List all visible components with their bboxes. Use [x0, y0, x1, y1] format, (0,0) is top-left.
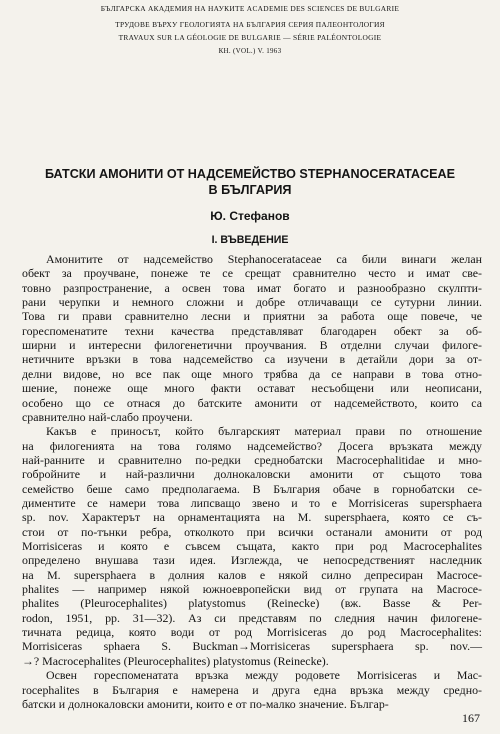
header-series: ТРУДОВЕ ВЪРХУ ГЕОЛОГИЯТА НА БЪЛГАРИЯ СЕРИЯ ПАЛЕОНТОЛОГИЯ — [115, 20, 385, 29]
body-line: особено що се отнася до батските амонити от надсемейството, които са — [22, 395, 482, 410]
body-line: rodon, 1951, pp. 31—32). Аз си представям по следния начин филогене- — [22, 610, 482, 625]
body-line: батски и долнокаловски амонити, които е от по-малко значение. Българ- — [22, 696, 389, 711]
body-line: тичната редица, която води от род Morrisiceras до род Macrocephalites: — [22, 625, 482, 640]
body-line: нетичните връзки в това надсемейство са изучени в детайли дори за от- — [22, 352, 482, 367]
body-line: на M. supersphaera в долния калов е някой силно депресиран Macroce- — [22, 567, 482, 582]
body-line: стои от по-тънки ребра, отколкото при всички останали амонити от род — [22, 524, 482, 539]
body-line: гореспоменатите техни качества представляват благодарен обект за об- — [22, 323, 482, 338]
body-line: Morrisiceras sphaera S. Buckman→Morrisiceras supersphaera sp. nov.— — [22, 639, 482, 654]
body-line: phalites — например някой южноевропейски вид от групата на Macroce- — [22, 582, 482, 597]
header-series-french: TRAVAUX SUR LA GÉOLOGIE DE BULGARIE — SÉRIE PALÉONTOLOGIE — [118, 33, 382, 42]
body-line: Амонитите от надсемейство Stephanocerataceae са били винаги желан — [46, 252, 482, 266]
body-line: на филогенията на това голямо надсемейство? Досега връзката между — [22, 438, 482, 453]
body-line: ширни и интересни филогенетични проучвания. В отделни случаи филоге- — [22, 338, 482, 353]
body-line: обект за проучване, понеже те се срещат сравнително често и имат све- — [22, 266, 482, 281]
body-line: диментите се намери това липсващо звено и то е Morrisiceras supersphaera — [22, 495, 482, 510]
author-name: Ю. Стефанов — [210, 209, 290, 223]
article-title-line-1: БАТСКИ АМОНИТИ ОТ НАДСЕМЕЙСТВО STEPHANOCERATACEAE — [44, 167, 455, 181]
body-line: Това ги прави сравнително лесни и приятни за работа още повече, че — [22, 309, 482, 324]
body-line: Освен гореспоменатата връзка между родовете Morrisiceras и Mac- — [46, 668, 482, 683]
body-line: Morrisiceras и която е съвсем същата, както при род Macrocephalites — [22, 539, 482, 553]
body-line: семейство беше само предполагаема. В България обаче в горнобатски се- — [22, 481, 482, 496]
body-line: rocephalites в България е намерена и друга една връзка между средно- — [22, 682, 482, 697]
body-line: определено внушава тази идея. Изглежда, че непосредственият наследник — [22, 553, 482, 568]
body-line: гобройните и най-различни долнокаловски амонити от същото това — [22, 467, 482, 482]
article-title-line-2: В БЪЛГАРИЯ — [208, 183, 292, 197]
body-line: phalites (Pleurocephalites) platystomus (Reinecke) (вж. Basse & Per- — [22, 596, 482, 611]
body-line: sp. nov. Характерът на орнаментацията на M. supersphaera, която се съ- — [22, 510, 482, 525]
body-line: →? Macrocephalites (Pleurocephalites) platystomus (Reinecke). — [22, 653, 329, 668]
body-line: делни видове, но все пак още много трябва да се направи в това отно- — [22, 366, 482, 381]
section-heading: I. ВЪВЕДЕНИЕ — [211, 234, 289, 246]
body-line: рани черупки и немного сложни и добре отличаващи се сутурни линии. — [22, 295, 482, 310]
body-line: шение, понеже още много факти остават несъобщени или неописани, — [22, 381, 482, 396]
header-volume: КН. (VOL.) V. 1963 — [218, 47, 282, 55]
body-line: товно разпространение, а освен това имат богато и разнообразно скулпти- — [22, 280, 482, 295]
body-line: сравнително най-слабо проучени. — [22, 409, 193, 424]
body-line: най-ранните и сравнително по-редки среднобатски Macrocephalitidae и мно- — [22, 452, 482, 467]
body-line: Какъв е приносът, който българският материал прави по отношение — [46, 424, 482, 439]
page-number: 167 — [462, 711, 480, 725]
header-academy: БЪЛГАРСКА АКАДЕМИЯ НА НАУКИТЕ ACADEMIE DES SCIENCES DE BULGARIE — [100, 4, 400, 13]
